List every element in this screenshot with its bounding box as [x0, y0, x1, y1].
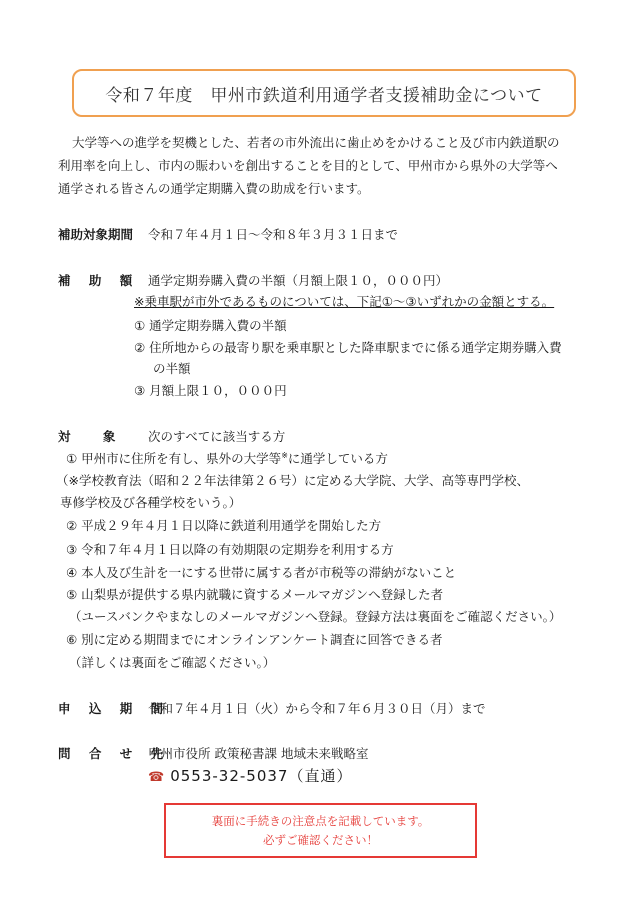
amount-label: 補 助 額: [58, 273, 140, 288]
amount-option-1: ① 通学定期券購入費の半額: [134, 318, 287, 333]
target-item-5: ⑤ 山梨県が提供する県内就職に資するメールマガジンへ登録した者: [66, 587, 444, 602]
target-item-6: ⑥ 別に定める期間までにオンラインアンケート調査に回答できる者: [66, 632, 443, 647]
contact-phone: 0553-32-5037（直通）: [170, 767, 353, 785]
intro-line-3: 通学される皆さんの通学定期購入費の助成を行います。: [58, 181, 370, 196]
target-item-2: ② 平成２９年４月１日以降に鉄道利用通学を開始した方: [66, 518, 382, 533]
amount-option-2-cont: の半額: [153, 361, 191, 376]
target-item-4: ④ 本人及び生計を一にする世帯に属する者が市税等の滞納がないこと: [66, 565, 457, 580]
target-item-5-note: （ユースバンクやまなしのメールマガジンへ登録。登録方法は裏面をご確認ください。）: [69, 609, 562, 624]
contact-office: 甲州市役所 政策秘書課 地域未来戦略室: [148, 746, 369, 761]
amount-main: 通学定期券購入費の半額（月額上限１０，０００円）: [148, 273, 449, 288]
target-label: 対 象: [58, 429, 130, 444]
notice-box: [164, 803, 477, 858]
target-item-3: ③ 令和７年４月１日以降の有効期限の定期券を利用する方: [66, 542, 394, 557]
target-item-6-note: （詳しくは裏面をご確認ください。）: [69, 655, 276, 670]
period-label: 補助対象期間: [58, 227, 134, 242]
target-item-1: ① 甲州市に住所を有し、県外の大学等※に通学している方: [66, 450, 388, 466]
target-item-1-note-1: （※学校教育法（昭和２２年法律第２６号）に定める大学院、大学、高等専門学校、: [56, 473, 529, 488]
contact-phone-row: [148, 768, 352, 786]
phone-icon: ☎: [148, 770, 165, 785]
footnote-mark: ※: [281, 450, 288, 460]
amount-note: ※乗車駅が市外であるものについては、下記①～③いずれかの金額とする。: [134, 294, 555, 309]
target-lead: 次のすべてに該当する方: [148, 429, 286, 444]
intro-line-1: 大学等への進学を契機とした、若者の市外流出に歯止めをかけること及び市内鉄道駅の: [72, 135, 560, 150]
application-value: 令和７年４月１日（火）から令和７年６月３０日（月）まで: [148, 701, 486, 716]
notice-line-1: 裏面に手続きの注意点を記載しています。: [211, 813, 430, 828]
amount-option-3: ③ 月額上限１０，０００円: [134, 383, 287, 398]
period-value: 令和７年４月１日～令和８年３月３１日まで: [148, 227, 399, 242]
target-item-1-note-2: 専修学校及び各種学校をいう。）: [60, 495, 242, 510]
amount-option-2: ② 住所地からの最寄り駅を乗車駅とした降車駅までに係る通学定期券購入費: [134, 340, 562, 355]
intro-line-2: 利用率を向上し、市内の賑わいを創出することを目的として、甲州市から県外の大学等へ: [58, 158, 558, 173]
notice-line-2: 必ずご確認ください！: [263, 832, 378, 847]
page-title: 令和７年度 甲州市鉄道利用通学者支援補助金について: [72, 69, 576, 117]
contact-label: 問 合 せ 先: [58, 746, 171, 761]
application-label: 申 込 期 間: [58, 701, 171, 716]
